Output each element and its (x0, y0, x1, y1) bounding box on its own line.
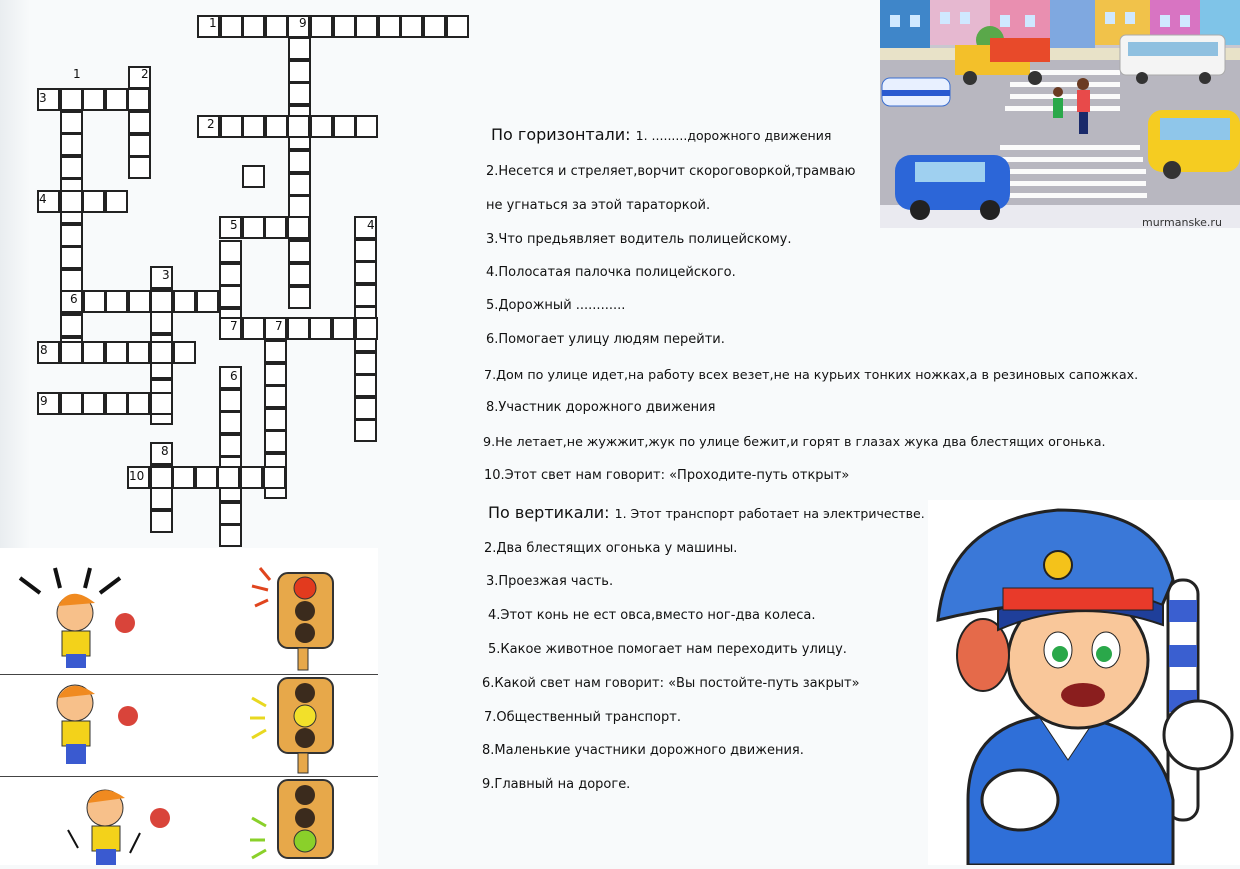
crossword-number-h10: 10 (129, 469, 145, 483)
vertical-clue-6: 6.Какой свет нам говорит: «Вы постойте-путь закрыт» (482, 676, 860, 691)
vertical-clue-7: 7.Общественный транспорт. (484, 710, 681, 725)
crossword-cell[interactable] (83, 290, 106, 313)
crossword-cell[interactable] (60, 314, 83, 337)
crossword-cell[interactable] (263, 466, 286, 489)
crossword-cell[interactable] (264, 385, 287, 408)
crossword-cell[interactable] (105, 88, 128, 111)
crossword-cell[interactable] (264, 408, 287, 431)
vertical-clue-8: 8.Маленькие участники дорожного движения. (482, 743, 804, 758)
crossword-cell[interactable] (219, 524, 242, 547)
vertical-clue-3: 3.Проезжая часть. (486, 574, 614, 589)
crossword-number-h2: 2 (207, 117, 215, 131)
crossword-cell[interactable] (264, 216, 287, 239)
crossword-cell[interactable] (105, 341, 128, 364)
crossword-number-v4: 4 (367, 218, 375, 232)
crossword-cell[interactable] (446, 15, 469, 38)
crossword-cell[interactable] (264, 340, 287, 363)
crossword-cell[interactable] (288, 286, 311, 309)
crossword-cell[interactable] (219, 263, 242, 286)
crossword-cell[interactable] (105, 290, 128, 313)
crossword-cell[interactable] (355, 115, 378, 138)
crossword-cell[interactable] (265, 115, 288, 138)
crossword-cell[interactable] (128, 156, 151, 179)
crossword-cell[interactable] (150, 510, 173, 533)
horizontal-clue-2: 2.Несется и стреляет,ворчит скороговоркой,трамваю (486, 164, 856, 179)
crossword-number-h3: 3 (39, 91, 47, 105)
crossword-cell[interactable] (242, 317, 265, 340)
crossword-cell[interactable] (332, 317, 355, 340)
crossword-cell[interactable] (127, 88, 150, 111)
crossword-cell[interactable] (173, 290, 196, 313)
crossword-cell[interactable] (60, 224, 83, 247)
crossword-cell[interactable] (82, 88, 105, 111)
crossword-cell[interactable] (60, 341, 83, 364)
crossword-cell[interactable] (82, 190, 105, 213)
crossword-cell[interactable] (354, 419, 377, 442)
horizontal-clue-3: 3.Что предьявляет водитель полицейскому. (486, 232, 792, 247)
crossword-cell[interactable] (220, 115, 243, 138)
crossword-cell[interactable] (288, 240, 311, 263)
vertical-clue-2: 2.Два блестящих огонька у машины. (484, 541, 738, 556)
boy-and-traffic-light-drawings (0, 548, 378, 865)
crossword-cell[interactable] (354, 239, 377, 262)
crossword-cell[interactable] (60, 88, 83, 111)
crossword-cell[interactable] (172, 466, 195, 489)
crossword-number-h6: 6 (70, 292, 78, 306)
traffic-light-green (250, 780, 333, 858)
horizontal-heading-label: По горизонтали: (491, 125, 631, 144)
crossword-cell[interactable] (310, 15, 333, 38)
crossword-cell[interactable] (128, 111, 151, 134)
crossword-cell[interactable] (378, 15, 401, 38)
crossword-cell[interactable] (60, 392, 83, 415)
crossword-cell[interactable] (264, 430, 287, 453)
crossword-cell[interactable] (288, 150, 311, 173)
crossword-cell[interactable] (105, 190, 128, 213)
crossword-cell[interactable] (105, 392, 128, 415)
crossword-cell[interactable] (60, 190, 83, 213)
street-crossing-illustration (880, 0, 1240, 228)
crossword-cell[interactable] (60, 133, 83, 156)
crossword-cell[interactable] (333, 15, 356, 38)
crossword-cell[interactable] (82, 392, 105, 415)
crossword-cell[interactable] (354, 352, 377, 375)
policeman-boy-illustration (928, 500, 1240, 865)
boy-figure-row-3 (68, 790, 170, 865)
crossword-number-h1: 1 (209, 16, 217, 30)
crossword-cell[interactable] (288, 37, 311, 60)
crossword-cell[interactable] (242, 165, 265, 188)
crossword-cell[interactable] (423, 15, 446, 38)
crossword-number-h5: 5 (230, 218, 238, 232)
horizontal-clue-10: 10.Этот свет нам говорит: «Проходите-путь открыт» (484, 468, 850, 483)
horizontal-clue-9: 9.Не летает,не жужжит,жук по улице бежит,и горят в глазах жука два блестящих огонька. (483, 434, 1106, 449)
watermark: murmanske.ru (1142, 216, 1222, 228)
traffic-light-illustration-strip (0, 548, 378, 865)
crossword-cell[interactable] (219, 434, 242, 457)
crossword-cell[interactable] (127, 392, 150, 415)
crossword-cell[interactable] (333, 115, 356, 138)
crossword-cell[interactable] (310, 115, 333, 138)
traffic-light-red (252, 568, 333, 670)
crossword-number-v6: 6 (230, 369, 238, 383)
horizontal-heading (491, 125, 831, 144)
crossword-cell[interactable] (173, 341, 196, 364)
horizontal-clue-7: 7.Дом по улице идет,на работу всех везет,не на курьих тонких ножках,а в резиновых сапожках. (484, 367, 1139, 382)
crossword-number-v9: 9 (299, 16, 307, 30)
vertical-heading-label: По вертикали: (488, 503, 610, 522)
crossword-cell[interactable] (288, 195, 311, 218)
crossword-cell[interactable] (264, 363, 287, 386)
crossword-cell[interactable] (355, 15, 378, 38)
horizontal-clue-8: 8.Участник дорожного движения (486, 400, 716, 415)
crossword-cell[interactable] (195, 466, 218, 489)
crossword-cell[interactable] (196, 290, 219, 313)
crossword-cell[interactable] (128, 134, 151, 157)
vertical-clue-9: 9.Главный на дороге. (482, 777, 631, 792)
strip-divider-1 (0, 674, 378, 675)
crossword-cell[interactable] (150, 466, 173, 489)
crossword-cell[interactable] (219, 411, 242, 434)
crossword-number-v2: 2 (141, 67, 149, 81)
vertical-clue-4: 4.Этот конь не ест овса,вместо ног-два колеса. (488, 608, 816, 623)
traffic-light-yellow (250, 678, 333, 773)
crossword-cell[interactable] (242, 115, 265, 138)
crossword-cell[interactable] (150, 487, 173, 510)
crossword-number-h8: 8 (40, 343, 48, 357)
crossword-cell[interactable] (288, 82, 311, 105)
crossword-cell[interactable] (150, 290, 173, 313)
crossword-cell[interactable] (219, 285, 242, 308)
crossword-cell[interactable] (60, 156, 83, 179)
crossword-number-h4: 4 (39, 192, 47, 206)
crossword-cell[interactable] (240, 466, 263, 489)
crossword-cell[interactable] (354, 374, 377, 397)
crossword-cell[interactable] (219, 502, 242, 525)
crossword-number-v1: 1 (73, 67, 81, 81)
crossword-cell[interactable] (150, 311, 173, 334)
crossword-cell[interactable] (127, 341, 150, 364)
crossword-cell[interactable] (60, 111, 83, 134)
crossword-cell[interactable] (287, 216, 310, 239)
crossword-cell[interactable] (309, 317, 332, 340)
crossword-cell[interactable] (354, 284, 377, 307)
crossword-number-v3: 3 (162, 268, 170, 282)
boy-figure-row-1 (20, 568, 135, 668)
crossword-cell[interactable] (242, 216, 265, 239)
crossword-cell[interactable] (82, 341, 105, 364)
crossword-cell[interactable] (287, 317, 310, 340)
crossword-cell[interactable] (288, 60, 311, 83)
vertical-heading (488, 503, 925, 522)
crossword-number-h7b: 7 (275, 319, 283, 333)
crossword-cell[interactable] (355, 317, 378, 340)
horizontal-clue-4: 4.Полосатая палочка полицейского. (486, 265, 736, 280)
crossword-number-h7a: 7 (230, 319, 238, 333)
horizontal-clue-5: 5.Дорожный ............ (486, 298, 626, 313)
crossword-cell[interactable] (288, 173, 311, 196)
crossword-number-v8: 8 (161, 444, 169, 458)
crossword-cell[interactable] (128, 290, 151, 313)
crossword-cell[interactable] (287, 115, 310, 138)
crossword-cell[interactable] (354, 261, 377, 284)
vertical-clue-1: 1. Этот транспорт работает на электричестве. (614, 506, 925, 521)
crossword-number-h9: 9 (40, 394, 48, 408)
crossword-cell[interactable] (400, 15, 423, 38)
crossword-cell[interactable] (219, 240, 242, 263)
crossword-grid (0, 0, 480, 550)
horizontal-clue-2-cont: не угнаться за этой тараторкой. (486, 198, 711, 213)
strip-divider-2 (0, 776, 378, 777)
crossword-cell[interactable] (217, 466, 240, 489)
crossword-cell[interactable] (265, 15, 288, 38)
crossword-cell[interactable] (60, 269, 83, 292)
crossword-cell[interactable] (219, 389, 242, 412)
crossword-cell[interactable] (60, 246, 83, 269)
vertical-clue-5: 5.Какое животное помогает нам переходить улицу. (488, 642, 847, 657)
horizontal-clue-6: 6.Помогает улицу людям перейти. (486, 332, 725, 347)
crossword-cell[interactable] (150, 341, 173, 364)
crossword-cell[interactable] (288, 263, 311, 286)
crossword-cell[interactable] (150, 392, 173, 415)
crossword-cell[interactable] (354, 397, 377, 420)
horizontal-clue-1: 1. .........дорожного движения (635, 128, 832, 143)
boy-figure-row-2 (57, 685, 138, 764)
crossword-cell[interactable] (242, 15, 265, 38)
crossword-cell[interactable] (220, 15, 243, 38)
